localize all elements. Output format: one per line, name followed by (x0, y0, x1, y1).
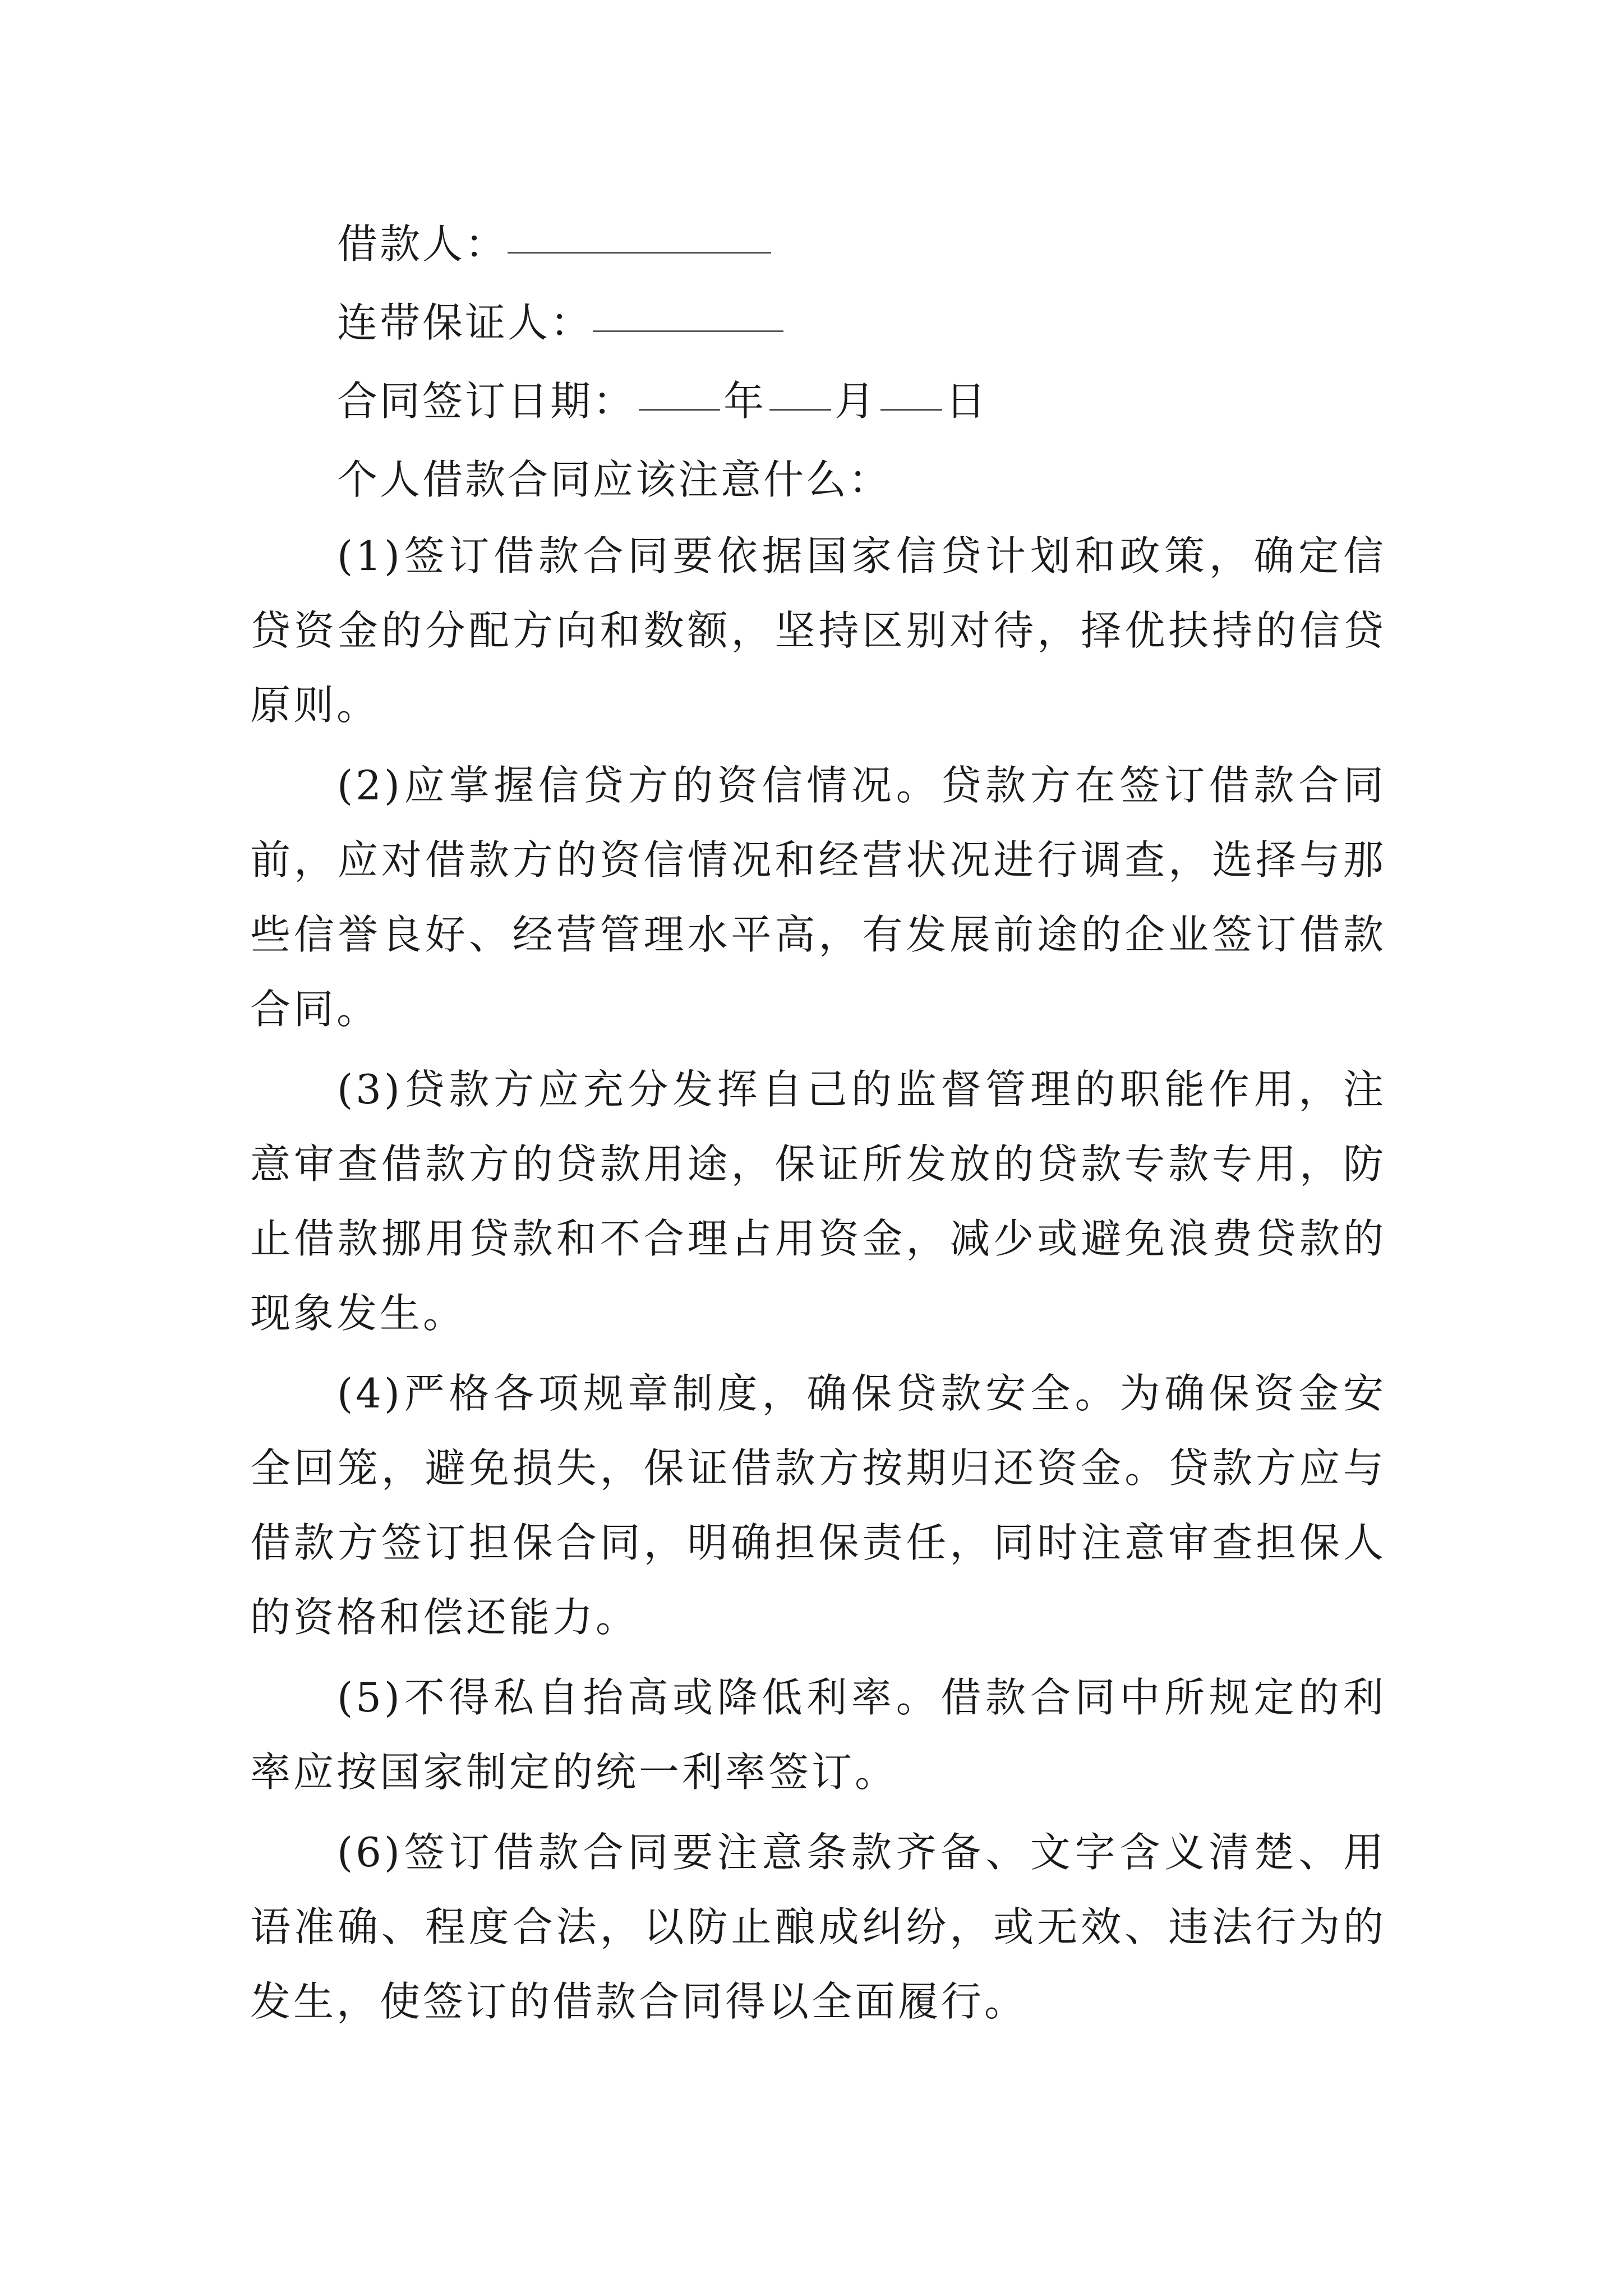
signing-date-line (250, 362, 1386, 440)
signing-date-label: 合同签订日期： (337, 378, 636, 425)
borrower-blank (508, 205, 771, 254)
paragraph-5: (5)不得私自抬高或降低利率。借款合同中所规定的利率应按国家制定的统一利率签订。 (250, 1674, 1386, 1796)
paragraph-2: (2)应掌握信贷方的资信情况。贷款方在签订借款合同前，应对借款方的资信情况和经营状况进行调查，选择与那些信誉良好、经营管理水平高，有发展前途的企业签订借款合同。 (250, 762, 1386, 1033)
paragraph-1: (1)签订借款合同要依据国家信贷计划和政策，确定信贷资金的分配方向和数额，坚持区别对待，择优扶持的信贷原则。 (250, 532, 1386, 729)
borrower-label: 借款人： (337, 220, 508, 268)
year-label: 年 (723, 378, 767, 425)
day-label: 日 (946, 378, 989, 425)
borrower-line (250, 205, 1386, 283)
guarantor-line (250, 283, 1386, 362)
paragraph-6: (6)签订借款合同要注意条款齐备、文字含义清楚、用语准确、程度合法，以防止酿成纠纷，或无效、违法行为的发生，使签订的借款合同得以全面履行。 (250, 1829, 1386, 2025)
paragraph-4: (4)严格各项规章制度，确保贷款安全。为确保资金安全回笼，避免损失，保证借款方按期归还资金。贷款方应与借款方签订担保合同，明确担保责任，同时注意审查担保人的资格和偿还能力。 (250, 1370, 1386, 1641)
section-heading: 个人借款合同应该注意什么： (337, 456, 892, 503)
day-blank (880, 362, 942, 411)
year-blank (639, 362, 720, 411)
paragraph-3: (3)贷款方应充分发挥自己的监督管理的职能作用，注意审查借款方的贷款用途，保证所发放的贷款专款专用，防止借款挪用贷款和不合理占用资金，减少或避免浪费贷款的现象发生。 (250, 1066, 1386, 1337)
month-label: 月 (834, 378, 878, 425)
month-blank (769, 362, 831, 411)
document-body (250, 205, 1386, 2045)
guarantor-blank (593, 283, 783, 332)
guarantor-label: 连带保证人： (337, 299, 593, 346)
